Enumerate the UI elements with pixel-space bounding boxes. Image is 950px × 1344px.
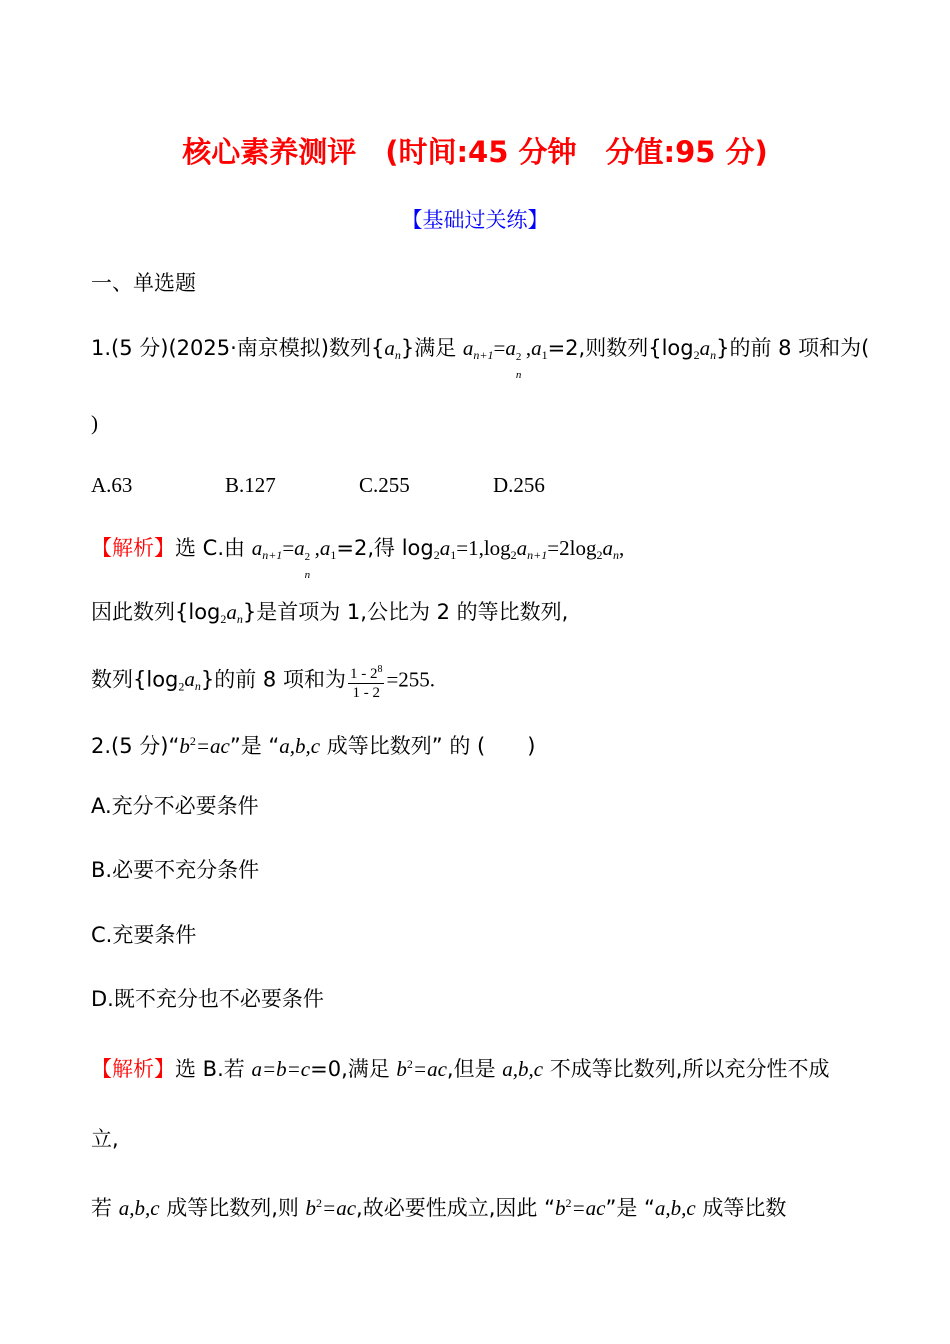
question-1-options bbox=[91, 471, 871, 499]
question-1-close: ) bbox=[91, 411, 98, 435]
q1-analysis-text: 数列{log bbox=[91, 667, 179, 692]
q1-mid1: }满足 bbox=[400, 336, 463, 360]
q1-analysis-text: =1,log bbox=[456, 536, 511, 560]
q2-option-c[interactable]: C.充要条件 bbox=[91, 923, 197, 947]
section-subtitle: 【基础过关练】 bbox=[401, 208, 549, 232]
q1-option-d[interactable]: D.256 bbox=[493, 473, 545, 497]
q1-analysis-text: }是首项为 1,公比为 2 的等比数列, bbox=[242, 600, 569, 624]
q1-cond-tail: =2,则数列{log bbox=[547, 336, 694, 360]
q2-option-a[interactable]: A.充分不必要条件 bbox=[91, 794, 259, 818]
q1-option-c[interactable]: C.255 bbox=[359, 473, 410, 497]
q1-tail: }的前 8 项和为( bbox=[716, 336, 870, 360]
q1-prefix: 1.(5 分)(2025·南京模拟)数列{ bbox=[91, 336, 385, 360]
q2-analysis-text: 选 B.若 bbox=[175, 1057, 252, 1081]
q2-mid: ”是 “ bbox=[229, 734, 280, 758]
q2-prefix: 2.(5 分)“ bbox=[91, 734, 180, 758]
q1-analysis-line-3: 数列$\{\log_2a_n\}$的前 8 项和为 $\frac{1 - 2^8}{1 - 2}$ =255. bbox=[91, 661, 871, 702]
q2-analysis-text: 若 bbox=[91, 1196, 119, 1220]
sum-fraction bbox=[348, 661, 385, 702]
q2-analysis-text: 成等比数列,则 bbox=[159, 1196, 306, 1220]
question-2-stem: 2.(5 分)“$b^2=ac$”是 “a,b,c 成等比数列” 的 ( ) bbox=[91, 734, 536, 758]
q1-analysis-line-1: 【解析】选 C.由 $a_{n+1}=a$ 2 n $,a_1=2$,得 $\log_2a_1=1,\log_2a_{n+1}=2\log_2a_n$, bbox=[91, 536, 625, 581]
q1-option-b[interactable]: B.127 bbox=[225, 473, 276, 497]
q2-analysis-text: =ac bbox=[322, 1196, 357, 1220]
q1-analysis-text: 选 C.由 bbox=[175, 536, 252, 560]
q2-analysis-text: ”是 “ bbox=[605, 1196, 655, 1220]
q2-analysis-text: ,故必要性成立,因此 “ bbox=[356, 1196, 555, 1220]
q1-analysis-tag: 【解析】 bbox=[91, 536, 175, 560]
q2-analysis-line-3: 若 a,b,c 成等比数列,则 $b^2=ac$,故必要性成立,因此 “$b^2=ac$”是 “a,b,c 成等比数 bbox=[91, 1196, 787, 1220]
fraction-denominator: 1 - 2 bbox=[352, 685, 380, 701]
q1-option-a[interactable]: A.63 bbox=[91, 473, 133, 497]
q2-analysis-text: ,但是 bbox=[446, 1057, 503, 1081]
q2-analysis-line-2: 立, bbox=[91, 1127, 119, 1151]
q1-analysis-text: }的前 8 项和为 bbox=[200, 667, 346, 692]
q2-equation: =ac bbox=[195, 734, 230, 758]
q1-seq: $a_n$ bbox=[384, 336, 401, 362]
q2-analysis-text: a=b=c bbox=[251, 1057, 311, 1081]
q1-analysis-result: =255. bbox=[386, 667, 436, 692]
q2-analysis-line-1: 【解析】选 B.若 a=b=c=0,满足 $b^2=ac$,但是 a,b,c 不成等比数列,所以充分性不成 bbox=[91, 1057, 830, 1081]
q2-option-d[interactable]: D.既不充分也不必要条件 bbox=[91, 987, 324, 1011]
q2-analysis-text: 不成等比数列,所以充分性不成 bbox=[543, 1057, 830, 1081]
q2-analysis-text: =ac bbox=[412, 1057, 447, 1081]
q2-analysis-text: =ac bbox=[571, 1196, 606, 1220]
q2-abc: a,b,c bbox=[654, 1196, 696, 1220]
q1-analysis-text: 因此数列{log bbox=[91, 600, 221, 624]
q1-analysis-line-2: 因此数列$\{\log_2a_n\}$是首项为 1,公比为 2 的等比数列, bbox=[91, 600, 569, 626]
q2-tail: 成等比数列” 的 ( ) bbox=[320, 734, 536, 758]
q2-analysis-text: =0,满足 bbox=[310, 1057, 397, 1081]
q2-analysis-text: 成等比数 bbox=[695, 1196, 787, 1220]
q2-abc: a,b,c bbox=[118, 1196, 160, 1220]
fraction-numerator: 1 - 2 bbox=[349, 666, 378, 682]
q1-analysis-text: =2,得 log bbox=[336, 536, 434, 560]
q2-option-b[interactable]: B.必要不充分条件 bbox=[91, 858, 260, 882]
page-title: 核心素养测评 (时间:45 分钟 分值:95 分) bbox=[182, 135, 768, 169]
q1-analysis-text: =2log bbox=[547, 536, 597, 560]
question-1-stem: 1.(5 分)(2025·南京模拟)数列$\{a_n\}$满足 $a_{n+1}=a$ 2 n $,a_1=2$,则数列$\{\log_2a_n\}$的前 8 项和为( bbox=[91, 336, 870, 381]
q2-abc: a,b,c bbox=[279, 734, 321, 758]
section-heading: 一、单选题 bbox=[91, 271, 196, 295]
fraction-exponent: 8 bbox=[377, 664, 383, 675]
q2-analysis-tag: 【解析】 bbox=[91, 1057, 175, 1081]
q2-abc: a,b,c bbox=[502, 1057, 544, 1081]
